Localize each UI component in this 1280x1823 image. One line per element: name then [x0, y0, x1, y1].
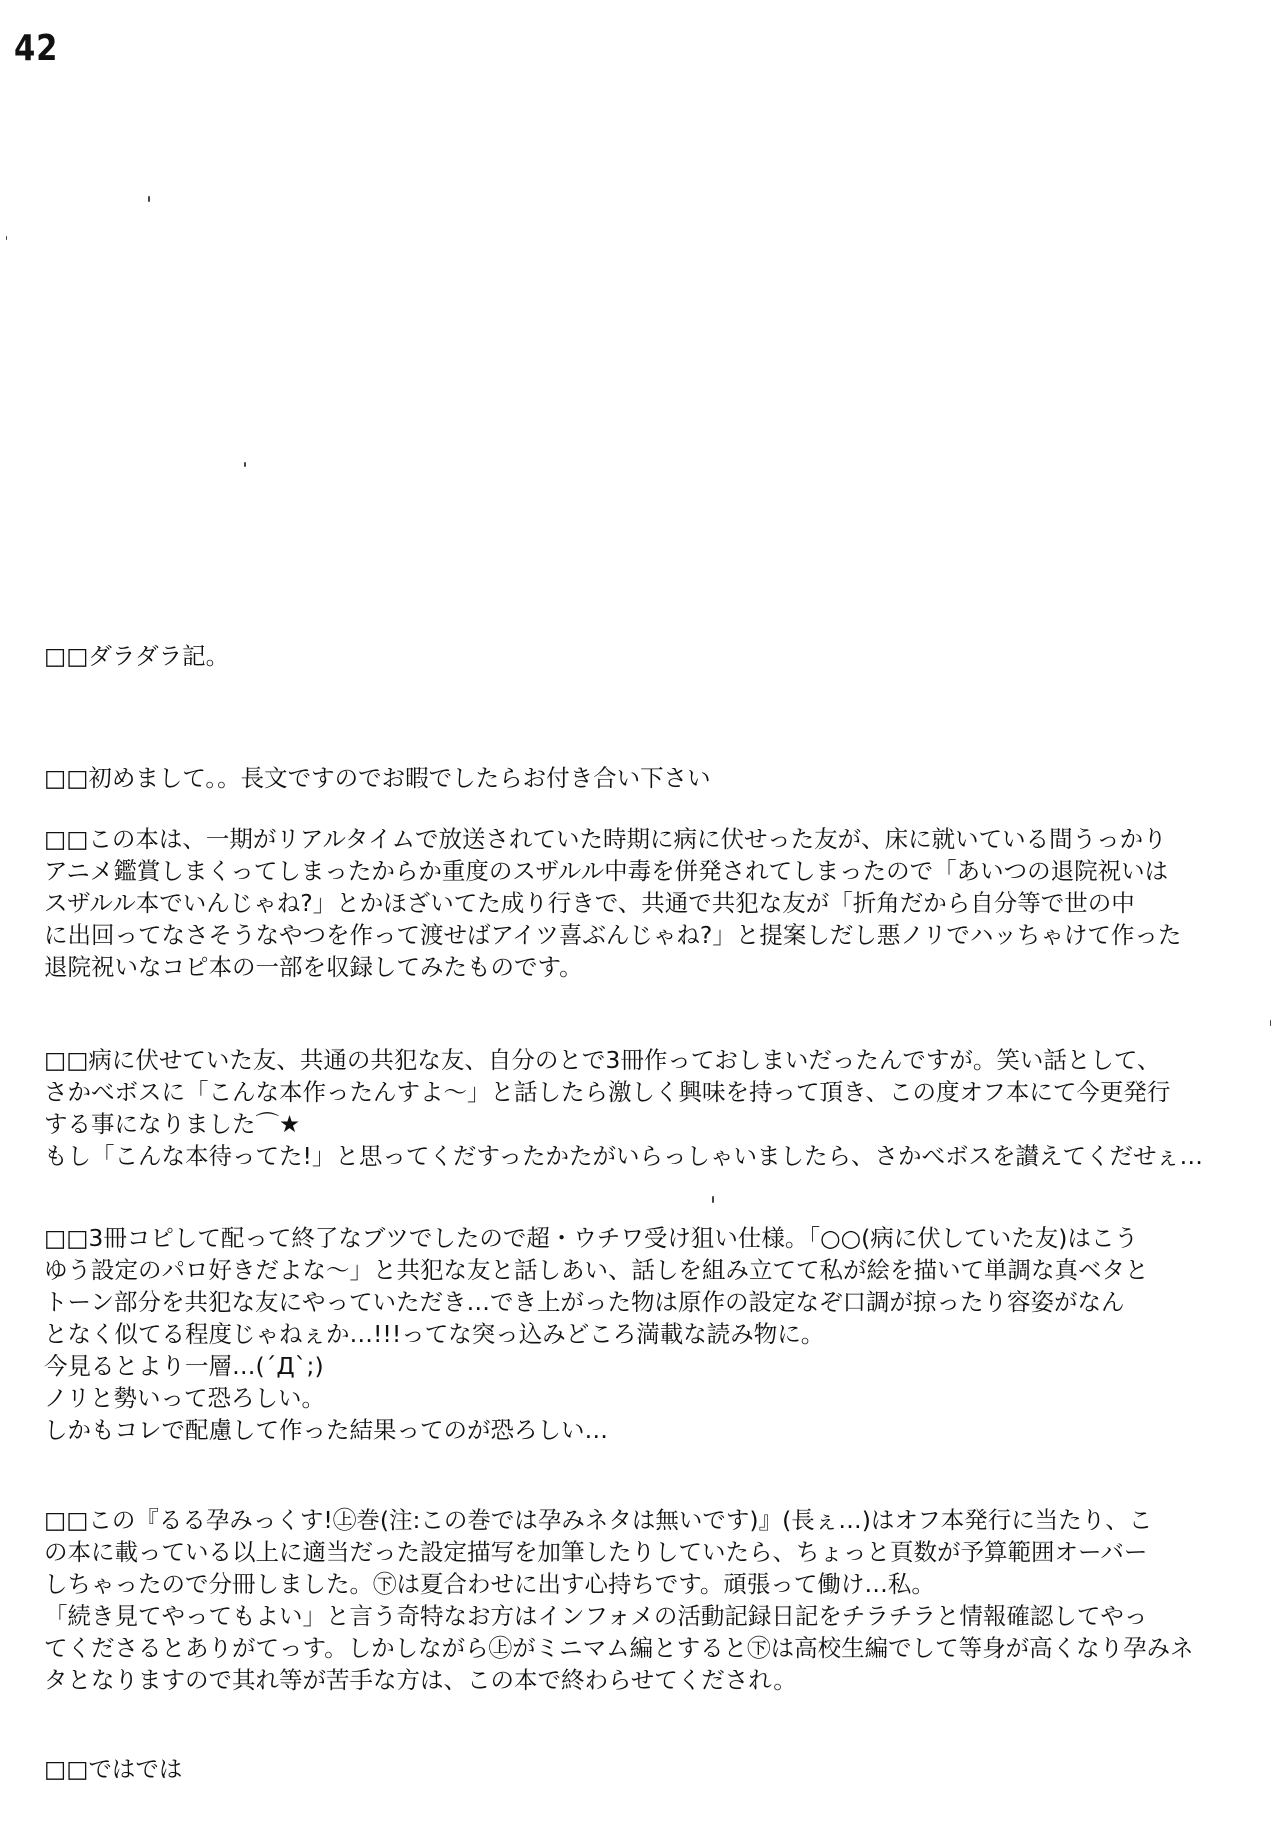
- paragraph-line: □□病に伏せていた友、共通の共犯な友、自分のとで3冊作っておしまいだったんですが。笑い話として、: [44, 1046, 1161, 1074]
- paragraph-line: の本に載っている以上に適当だった設定描写を加筆したりしていたら、ちょっと頁数が予算範囲オーバー: [44, 1538, 1148, 1566]
- paragraph-line: てくださるとありがてっす。しかしながら㊤がミニマム編とすると㊦は高校生編でして等身が高くなり孕みネ: [44, 1634, 1194, 1662]
- paragraph-line: ノリと勢いって恐ろしい。: [44, 1384, 326, 1412]
- paragraph-about-book: [44, 823, 1244, 983]
- paragraph-volume-notes: [44, 1504, 1244, 1696]
- paragraph-inside-joke: [44, 1222, 1244, 1446]
- scan-speck: [1270, 1020, 1271, 1026]
- paragraph-line: 「続き見てやってもよい」と言う奇特なお方はインフォメの活動記録日記をチラチラと情報確認してやっ: [44, 1602, 1148, 1630]
- paragraph-line: □□この本は、一期がリアルタイムで放送されていた時期に病に伏せった友が、床に就いている間うっかり: [44, 825, 1167, 853]
- paragraph-greeting: [44, 762, 1244, 794]
- paragraph-line: しかもコレで配慮して作った結果ってのが恐ろしい…: [44, 1416, 608, 1444]
- scan-speck: [712, 1196, 714, 1203]
- paragraph-line: しちゃったので分冊しました。㊦は夏合わせに出す心持ちです。頑張って働け…私。: [44, 1570, 935, 1598]
- paragraph-line: さかべボスに「こんな本作ったんすよ～」と話したら激しく興味を持って頂き、この度オフ本にて今更発行: [44, 1078, 1171, 1106]
- paragraph-line: もし「こんな本待ってた!」と思ってくだすったかたがいらっしゃいましたら、さかべボスを讃えてくだせぇ…: [44, 1142, 1204, 1170]
- paragraph-line: となく似てる程度じゃねぇか…!!!ってな突っ込みどころ満載な読み物に。: [44, 1320, 825, 1348]
- document-title: □□ダラダラ記。: [44, 642, 230, 670]
- document-title-block: [44, 640, 1244, 672]
- paragraph-line: □□ではでは: [44, 1755, 183, 1783]
- paragraph-line: □□初めまして。。長文ですのでお暇でしたらお付き合い下さい: [44, 764, 711, 792]
- paragraph-line: アニメ鑑賞しまくってしまったからか重度のスザルル中毒を併発されてしまったので「あいつの退院祝いは: [44, 857, 1169, 885]
- paragraph-line: トーン部分を共犯な友にやっていただき…でき上がった物は原作の設定なぞ口調が掠ったり容姿がなん: [44, 1288, 1125, 1316]
- scan-speck: [244, 462, 246, 467]
- paragraph-line: に出回ってなさそうなやつを作って渡せばアイツ喜ぶんじゃね?」と提案しだし悪ノリでハッちゃけて作った: [44, 921, 1182, 949]
- page-number: 42: [14, 28, 59, 69]
- paragraph-three-copies: [44, 1044, 1244, 1172]
- paragraph-closing: [44, 1753, 1244, 1785]
- paragraph-line: する事になりました⌒★: [44, 1110, 301, 1138]
- scan-speck: [6, 236, 7, 240]
- paragraph-line: ゆう設定のパロ好きだよな～」と共犯な友と話しあい、話しを組み立てて私が絵を描いて単調な真ベタと: [44, 1256, 1149, 1284]
- paragraph-line: 退院祝いなコピ本の一部を収録してみたものです。: [44, 953, 583, 981]
- paragraph-line: □□この『るる孕みっくす!㊤巻(注:この巻では孕みネタは無いです)』(長ぇ…)はオフ本発行に当たり、こ: [44, 1506, 1153, 1534]
- paragraph-line: スザルル本でいんじゃね?」とかほざいてた成り行きで、共通で共犯な友が「折角だから自分等で世の中: [44, 889, 1135, 917]
- scan-speck: [148, 196, 150, 202]
- paragraph-line: タとなりますので其れ等が苦手な方は、この本で終わらせてくだされ。: [44, 1666, 797, 1694]
- paragraph-line: □□3冊コピして配って終了なブツでしたので超・ウチワ受け狙い仕様。「○○(病に伏していた友)はこう: [44, 1224, 1138, 1252]
- paragraph-line: 今見るとより一層…(´Д`;): [44, 1352, 324, 1380]
